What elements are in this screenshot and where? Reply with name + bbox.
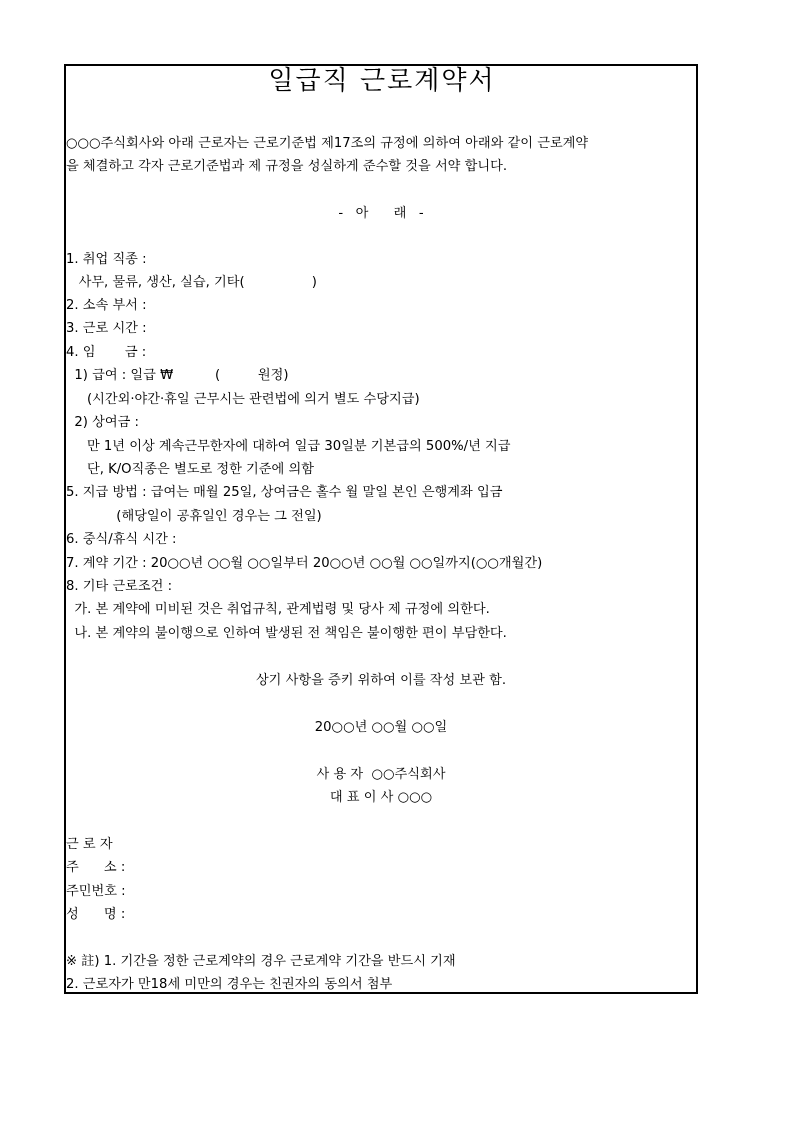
worker-id-number: 주민번호 : <box>66 884 126 899</box>
intro-line-2: 을 체결하고 각자 근로기준법과 제 규정을 성실하게 준수할 것을 서약 합니다. <box>66 159 508 174</box>
ceo-line: 대 표 이 사 ○○○ <box>329 790 433 805</box>
worker-label: 근 로 자 <box>66 837 113 852</box>
document-title: 일급직 근로계약서 <box>268 66 496 96</box>
item-bonus-detail: 만 1년 이상 계속근무한자에 대하여 일급 30일분 기본급의 500%/년 지급 <box>66 439 511 454</box>
item-break-time: 6. 중식/휴식 시간 : <box>66 532 177 547</box>
item-payment-note: (해당일이 공휴일인 경우는 그 전일) <box>66 509 322 524</box>
item-job-type: 1. 취업 직종 : <box>66 252 147 267</box>
note-1: ※ 註) 1. 기간을 정한 근로계약의 경우 근로계약 기간을 반드시 기재 <box>66 954 456 969</box>
section-heading: - 아 래 - <box>338 206 424 221</box>
item-contract-period: 7. 계약 기간 : 20○○년 ○○월 ○○일부터 20○○년 ○○월 ○○일까지(○○개월간) <box>66 556 543 571</box>
item-payment-method: 5. 지급 방법 : 급여는 매월 25일, 상여금은 홀수 월 말일 본인 은행계좌 입금 <box>66 485 503 500</box>
item-bonus: 2) 상여금 : <box>66 415 139 430</box>
note-2: 2. 근로자가 만18세 미만의 경우는 친권자의 동의서 첨부 <box>66 977 393 992</box>
item-department: 2. 소속 부서 : <box>66 298 147 313</box>
item-wage-salary: 1) 급여 : 일급 ₩ ( 원정) <box>66 368 289 383</box>
worker-address: 주 소 : <box>66 860 126 875</box>
worker-name: 성 명 : <box>66 907 126 922</box>
contract-date: 20○○년 ○○월 ○○일 <box>314 720 448 735</box>
item-wage-overtime-note: (시간외·야간·휴일 근무시는 관련법에 의거 별도 수당지급) <box>66 392 420 407</box>
item-work-hours: 3. 근로 시간 : <box>66 321 147 336</box>
employer-line: 사 용 자 ○○주식회사 <box>316 767 446 782</box>
item-bonus-exception: 단, K/O직종은 별도로 정한 기준에 의함 <box>66 462 314 477</box>
intro-line-1: ○○○주식회사와 아래 근로자는 근로기준법 제17조의 규정에 의하여 아래와 같이 근로계약 <box>66 136 589 151</box>
item-wage: 4. 임 금 : <box>66 345 147 360</box>
closing-statement: 상기 사항을 증키 위하여 이를 작성 보관 함. <box>255 673 507 688</box>
item-other-na: 나. 본 계약의 불이행으로 인하여 발생된 전 책임은 불이행한 편이 부담한다. <box>66 626 507 641</box>
item-other-ga: 가. 본 계약에 미비된 것은 취업규칙, 관계법령 및 당사 제 규정에 의한다. <box>66 602 490 617</box>
item-other-conditions: 8. 기타 근로조건 : <box>66 579 173 594</box>
item-job-type-options: 사무, 물류, 생산, 실습, 기타( ) <box>66 275 317 290</box>
